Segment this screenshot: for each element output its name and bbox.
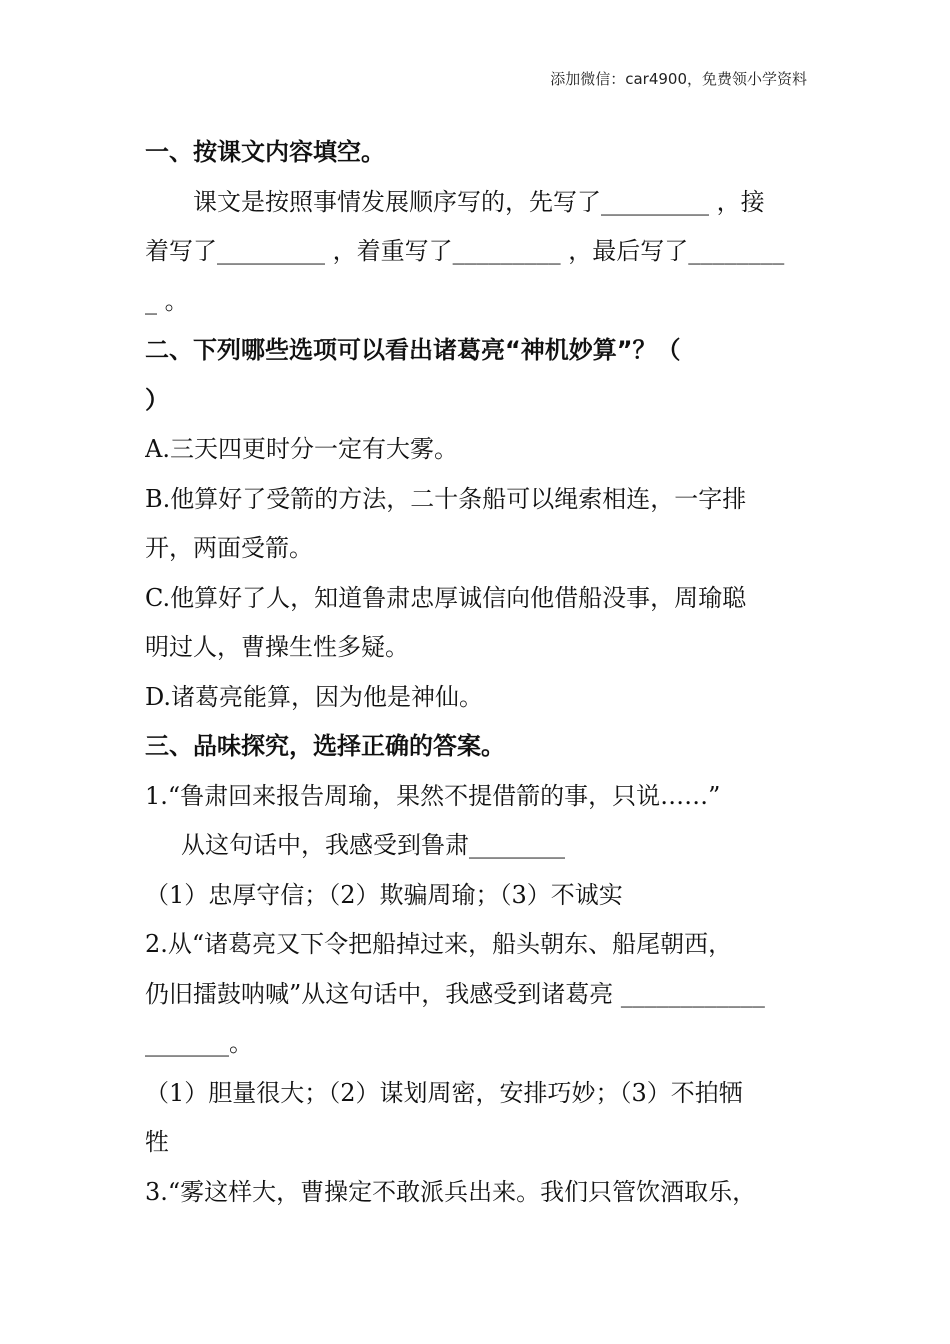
question-2-cont: 仍旧擂鼓呐喊”从这句话中，我感受到诸葛亮 ____________ (145, 979, 765, 1008)
section-1-heading: 一、按课文内容填空。 (145, 138, 385, 166)
section-2-heading-cont: ） (145, 385, 169, 414)
section-2-heading: 二、下列哪些选项可以看出诸葛亮“神机妙算”？（ (145, 336, 681, 364)
option-d: D.诸葛亮能算，因为他是神仙。 (145, 682, 484, 711)
question-1-prompt: 从这句话中，我感受到鲁肃________ (181, 831, 565, 859)
question-2-choices-cont: 牲 (145, 1128, 169, 1156)
paragraph-line: 着写了_________ ，着重写了_________ ，最后写了________ (145, 237, 785, 265)
question-1-choices: （1）忠厚守信；（2）欺骗周瑜；（3）不诚实 (145, 880, 623, 909)
paragraph-line: 课文是按照事情发展顺序写的，先写了_________ ，接 (193, 187, 765, 216)
question-2: 2.从“诸葛亮又下令把船掉过来，船头朝东、船尾朝西， (145, 930, 733, 958)
paragraph-line: _ 。 (145, 286, 189, 315)
question-1: 1.“鲁肃回来报告周瑜，果然不提借箭的事，只说……” (145, 781, 721, 810)
document-body (145, 128, 797, 1217)
option-b: B.他算好了受箭的方法，二十条船可以绳索相连，一字排 (145, 484, 747, 513)
option-c: C.他算好了人，知道鲁肃忠厚诚信向他借船没事，周瑜聪 (145, 583, 747, 612)
question-3: 3.“雾这样大，曹操定不敢派兵出来。我们只管饮酒取乐， (145, 1177, 757, 1206)
option-c-cont: 明过人，曹操生性多疑。 (145, 633, 409, 661)
option-b-cont: 开，两面受箭。 (145, 534, 313, 562)
option-a: A.三天四更时分一定有大雾。 (145, 435, 458, 463)
question-2-blank: _______。 (145, 1029, 253, 1057)
question-2-choices: （1）胆量很大；（2）谋划周密，安排巧妙；（3）不拍牺 (145, 1078, 743, 1107)
header-note: 添加微信：car4900，免费领小学资料 (550, 70, 807, 88)
section-3-heading: 三、品味探究，选择正确的答案。 (145, 732, 505, 760)
